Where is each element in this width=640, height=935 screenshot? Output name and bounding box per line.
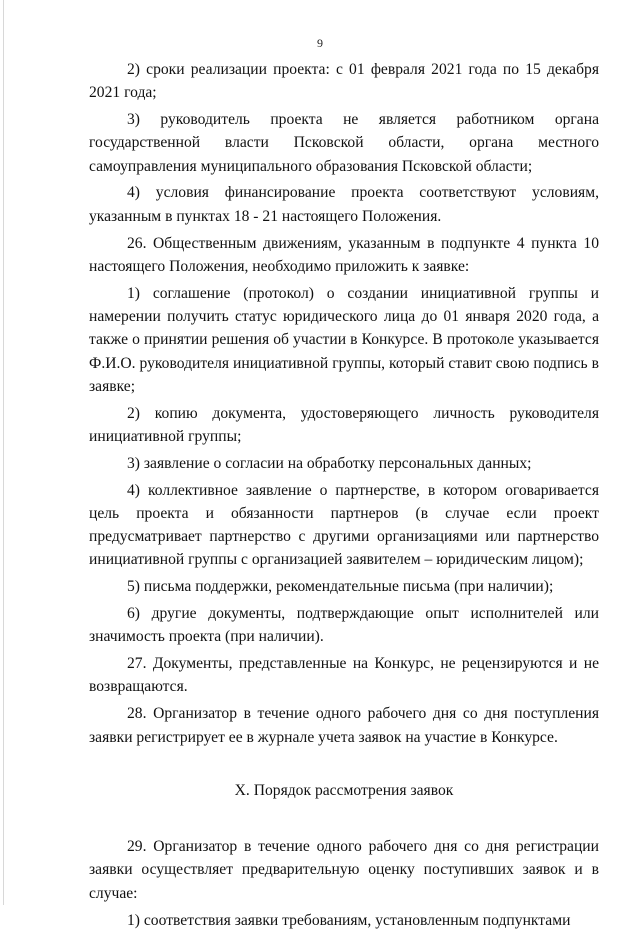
paragraph-clause-29-item-1: 1) соответствия заявки требованиям, установленным подпунктами — [127, 911, 571, 929]
section-heading: X. Порядок рассмотрения заявок — [234, 781, 454, 799]
paragraph-clause-26: 26. Общественным движениям, указанным в подпункте 4 пункта 10 настоящего Положения, необходимо приложить к заявке: — [89, 234, 599, 275]
paragraph-clause-26-item-3: 3) заявление о согласии на обработку персональных данных; — [127, 454, 532, 472]
paragraph-clause-26-item-2: 2) копию документа, удостоверяющего личность руководителя инициативной группы; — [89, 404, 599, 445]
document-body — [89, 58, 599, 935]
paragraph-clause-27: 27. Документы, представленные на Конкурс, не рецензируются и не возвращаются. — [89, 655, 599, 696]
scan-edge-line — [3, 0, 4, 905]
paragraph-clause-26-item-5: 5) письма поддержки, рекомендательные письма (при наличии); — [127, 578, 554, 596]
paragraph-clause-29: 29. Организатор в течение одного рабочего дня со дня регистрации заявки осуществляет предварительную оценку поступивших заявок и в случае: — [89, 838, 599, 902]
paragraph-clause-26-item-6: 6) другие документы, подтверждающие опыт исполнителей или значимость проекта (при наличии). — [89, 605, 599, 646]
paragraph-item-4-financing: 4) условия финансирование проекта соответствуют условиям, указанным в пунктах 18 - 21 настоящего Положения. — [89, 184, 599, 225]
paragraph-clause-26-item-4: 4) коллективное заявление о партнерстве, в котором оговаривается цель проекта и обязанности партнеров (в случае если проект предусматривает партнерство с другими организациями или партнерство инициативной группы с организацией заявителем – юридическим лицом); — [89, 481, 599, 569]
paragraph-item-2-timeline: 2) сроки реализации проекта: с 01 февраля 2021 года по 15 декабря 2021 года; — [89, 61, 599, 102]
paragraph-clause-26-item-1: 1) соглашение (протокол) о создании инициативной группы и намерении получить статус юридического лица до 01 января 2020 года, а также о принятии решения об участии в Конкурсе. В протоколе указывается Ф.И.О. руководителя инициативной группы, который ставит свою подпись в заявке; — [89, 284, 599, 395]
page-number: 9 — [317, 36, 323, 50]
paragraph-clause-28: 28. Организатор в течение одного рабочего дня со дня поступления заявки регистрирует ее в журнале учета заявок на участие в Конкурсе. — [89, 705, 599, 746]
paragraph-item-3-project-leader: 3) руководитель проекта не является работником органа государственной власти Псковской области, органа местного самоуправления муниципального образования Псковской области; — [89, 111, 599, 175]
